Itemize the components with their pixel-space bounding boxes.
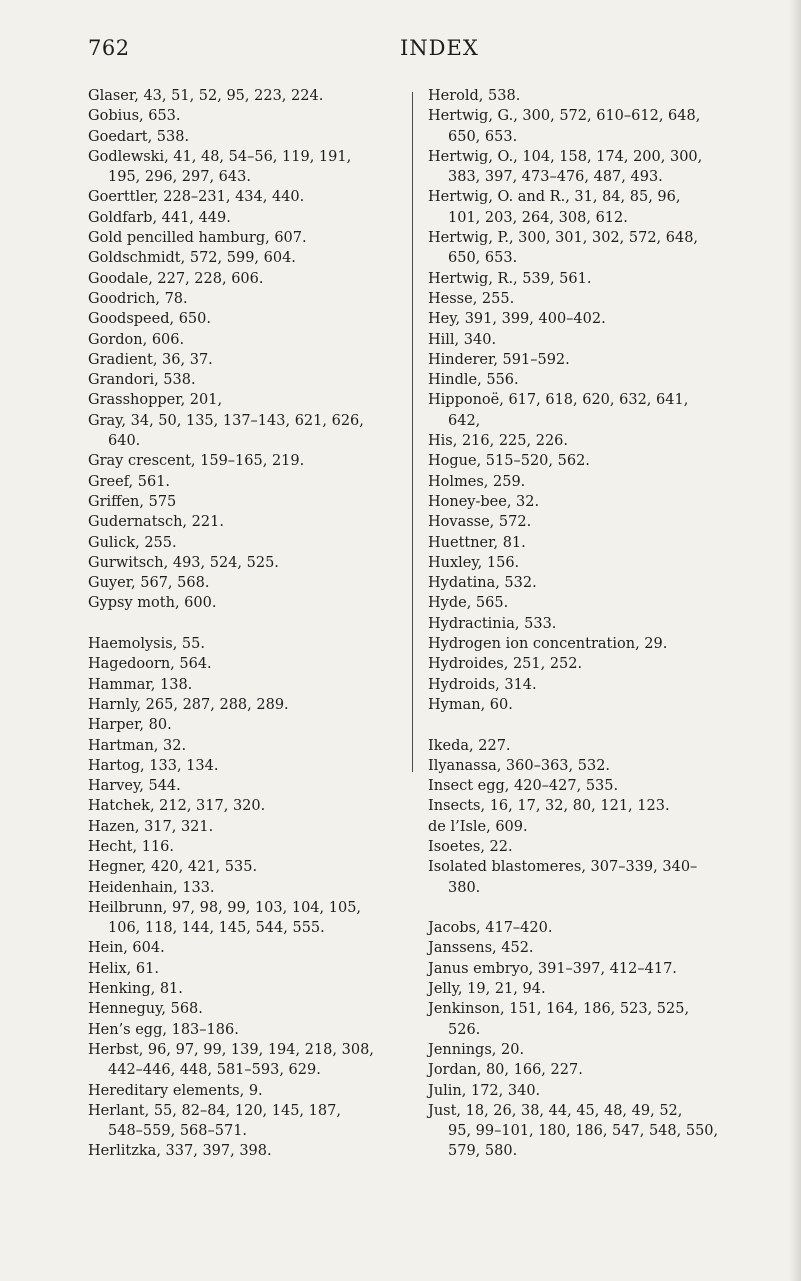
index-entry: Hertwig, R., 539, 561. [428, 270, 592, 287]
index-entry: Hertwig, P., 300, 301, 302, 572, 648, 650, 653. [428, 230, 699, 267]
index-entry: Huettner, 81. [428, 534, 526, 551]
index-entry: Goodspeed, 650. [88, 311, 211, 328]
index-entry: Harper, 80. [88, 717, 172, 734]
index-entry: Goerttler, 228–231, 434, 440. [88, 189, 305, 206]
index-entry: Hovasse, 572. [428, 514, 532, 531]
index-entry: Ilyanassa, 360–363, 532. [428, 757, 611, 774]
index-entry: Goodrich, 78. [88, 290, 188, 307]
index-entry: Jennings, 20. [428, 1041, 525, 1058]
index-entry: Hazen, 317, 321. [88, 818, 214, 835]
index-entry: Herlitzka, 337, 397, 398. [88, 1143, 272, 1160]
index-group-h-continued [428, 86, 750, 715]
index-entry: Gray, 34, 50, 135, 137–143, 621, 626, 640. [88, 412, 364, 450]
group-spacer [88, 614, 400, 634]
index-entry: Herbst, 96, 97, 99, 139, 194, 218, 308, 442–446, 448, 581–593, 629. [88, 1041, 374, 1079]
index-entry: Harnly, 265, 287, 288, 289. [88, 696, 289, 713]
index-entry: Goodale, 227, 228, 606. [88, 270, 264, 287]
index-entry: Hartog, 133, 134. [88, 757, 219, 774]
index-entry: Janssens, 452. [428, 940, 534, 957]
index-entry: Herold, 538. [428, 88, 521, 104]
index-entry: Huxley, 156. [428, 554, 520, 571]
index-entry: Grasshopper, 201, [88, 392, 223, 409]
index-entry: Guyer, 567, 568. [88, 575, 210, 592]
index-entry: Henking, 81. [88, 981, 183, 998]
index-entry: Hammar, 138. [88, 676, 193, 693]
index-entry: Isoetes, 22. [428, 838, 513, 855]
index-entry: Jelly, 19, 21, 94. [428, 981, 546, 998]
index-entry: de l’Isle, 609. [428, 818, 528, 835]
index-entry: Hein, 604. [88, 940, 165, 957]
index-entry: Jenkinson, 151, 164, 186, 523, 525, 526. [428, 1001, 690, 1038]
index-entry: Honey-bee, 32. [428, 493, 540, 510]
index-entry: Hertwig, O. and R., 31, 84, 85, 96, 101, 203, 264, 308, 612. [428, 189, 681, 226]
index-entry: Hipponoë, 617, 618, 620, 632, 641, 642, [428, 392, 689, 429]
index-entry: Hecht, 116. [88, 838, 175, 855]
index-entry: Insect egg, 420–427, 535. [428, 778, 619, 795]
index-group-g [88, 86, 400, 614]
index-entry: Hinderer, 591–592. [428, 351, 570, 368]
running-title: INDEX [400, 36, 479, 60]
index-column-right [428, 86, 750, 1162]
index-entry: Hen’s egg, 183–186. [88, 1021, 239, 1038]
index-entry: Godlewski, 41, 48, 54–56, 119, 191, 195, 296, 297, 643. [88, 148, 352, 186]
index-entry: Janus embryo, 391–397, 412–417. [428, 960, 677, 977]
index-group-j [428, 918, 750, 1162]
index-entry: Heidenhain, 133. [88, 879, 215, 896]
index-entry: Goedart, 538. [88, 128, 190, 145]
index-entry: Goldschmidt, 572, 599, 604. [88, 250, 296, 267]
index-entry: Jacobs, 417–420. [428, 920, 553, 937]
index-entry: Hindle, 556. [428, 372, 519, 389]
index-entry: Gulick, 255. [88, 534, 177, 551]
index-entry: Hesse, 255. [428, 290, 515, 307]
index-entry: Gray crescent, 159–165, 219. [88, 453, 305, 470]
index-entry: Henneguy, 568. [88, 1001, 203, 1018]
index-entry: Hatchek, 212, 317, 320. [88, 798, 266, 815]
index-group-h [88, 634, 400, 1162]
index-entry: Hyman, 60. [428, 696, 513, 713]
index-entry: Hegner, 420, 421, 535. [88, 859, 258, 876]
index-entry: Hydroides, 251, 252. [428, 656, 583, 673]
index-entry: Hydrogen ion concentration, 29. [428, 636, 668, 653]
index-entry: Grandori, 538. [88, 372, 196, 389]
index-entry: Ikeda, 227. [428, 737, 511, 754]
index-entry: Hagedoorn, 564. [88, 656, 212, 673]
index-entry: Isolated blastomeres, 307–339, 340– 380. [428, 859, 698, 896]
column-divider [412, 92, 413, 772]
index-group-i [428, 736, 750, 898]
page-header [88, 36, 738, 66]
index-entry: Hydroids, 314. [428, 676, 537, 693]
index-entry: Hey, 391, 399, 400–402. [428, 311, 606, 328]
index-entry: Heilbrunn, 97, 98, 99, 103, 104, 105, 106, 118, 144, 145, 544, 555. [88, 899, 362, 937]
index-entry: Gudernatsch, 221. [88, 514, 224, 531]
index-column-left [88, 86, 400, 1162]
index-entry: Gold pencilled hamburg, 607. [88, 230, 307, 247]
index-entry: Gradient, 36, 37. [88, 351, 213, 368]
index-entry: Holmes, 259. [428, 473, 526, 490]
index-entry: Hydatina, 532. [428, 575, 537, 592]
index-entry: Jordan, 80, 166, 227. [428, 1062, 583, 1079]
index-entry: Hyde, 565. [428, 595, 509, 612]
group-spacer [428, 898, 750, 918]
page-number: 762 [88, 36, 130, 60]
index-entry: Greef, 561. [88, 473, 171, 490]
index-entry: Gypsy moth, 600. [88, 595, 217, 612]
index-entry: Hartman, 32. [88, 737, 187, 754]
index-entry: Julin, 172, 340. [428, 1082, 541, 1099]
index-entry: Hereditary elements, 9. [88, 1082, 263, 1099]
index-entry: Hydractinia, 533. [428, 615, 557, 632]
index-entry: Hertwig, G., 300, 572, 610–612, 648, 650, 653. [428, 108, 701, 145]
index-entry: Glaser, 43, 51, 52, 95, 223, 224. [88, 88, 324, 104]
index-entry: Gordon, 606. [88, 331, 185, 348]
index-entry: Goldfarb, 441, 449. [88, 209, 231, 226]
index-entry: Hill, 340. [428, 331, 497, 348]
index-entry: His, 216, 225, 226. [428, 433, 569, 450]
index-entry: Insects, 16, 17, 32, 80, 121, 123. [428, 798, 670, 815]
index-entry: Gobius, 653. [88, 108, 181, 125]
index-entry: Gurwitsch, 493, 524, 525. [88, 554, 279, 571]
index-entry: Helix, 61. [88, 960, 159, 977]
page-edge-shadow [789, 0, 801, 1281]
index-entry: Griffen, 575 [88, 493, 177, 510]
index-entry: Hertwig, O., 104, 158, 174, 200, 300, 383, 397, 473–476, 487, 493. [428, 148, 703, 186]
index-entry: Harvey, 544. [88, 778, 181, 795]
index-entry: Herlant, 55, 82–84, 120, 145, 187, 548–559, 568–571. [88, 1102, 341, 1140]
index-entry: Hogue, 515–520, 562. [428, 453, 590, 470]
index-entry: Just, 18, 26, 38, 44, 45, 48, 49, 52, 95, 99–101, 180, 186, 547, 548, 550, 579, 580. [428, 1102, 719, 1160]
group-spacer [428, 715, 750, 735]
index-entry: Haemolysis, 55. [88, 636, 205, 653]
